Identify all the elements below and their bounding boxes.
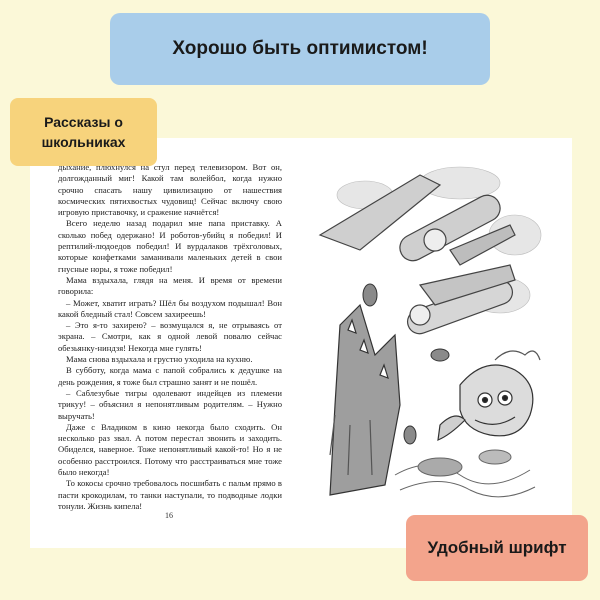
series-label: Рассказы о школьниках	[10, 98, 157, 166]
story-paragraph: Мама вздыхала, глядя на меня. И время от времени говорила:	[58, 274, 282, 297]
boy-character	[438, 351, 540, 440]
story-paragraph: – Саблезубые тигры одолевают индейцев из племени трикуу! – объяснил я непонятливым родителям. – Нужно выручать!	[58, 387, 282, 421]
story-paragraph: Мама снова вздыхала и грустно уходила на кухню.	[66, 354, 253, 365]
spaceship-2	[404, 265, 516, 337]
water-splash	[395, 450, 535, 497]
crocodile	[330, 305, 400, 495]
story-paragraph: То кокосы срочно требовалось посшибать с пальм прямо в пасти крокодилам, то танки наступали, то подводные лодки тонули. Жизнь кипела!	[58, 478, 282, 511]
story-paragraph: – Это я-то захирею? – возмущался я, не отрываясь от экрана. – Смотри, как я одной левой повалю сейчас обезьянку-ниндзя! Некогда мне гулять!	[58, 320, 282, 353]
story-paragraph: В субботу, когда мама с папой собрались к дедушке на день рождения, я тоже был страшно занят и не пошёл.	[58, 365, 282, 387]
story-text	[58, 162, 282, 512]
story-paragraph: Всего неделю назад подарил мне папа приставку. А сколько побед одержано! И роботов-убийц я победил! И рептилий-людоедов победил! И вурдалаков трёхголовых, которые конфетками заманивали маленьких детей в свои гнусные норы, я тоже победил!	[58, 218, 282, 274]
story-illustration	[300, 155, 550, 515]
story-paragraph: – Может, хватит играть? Шёл бы воздухом подышал! Вон какой бледный стал! Совсем захиреешь!	[58, 297, 282, 319]
story-paragraph: Даже с Владиком в кино некогда было сходить. Он несколько раз звал. А потом перестал звонить и заходить. Обиделся, наверное. Тоже непонятливый какой-то! Но я не особенно расстроился. Потому что расстраиваться мне тоже было некогда!	[58, 421, 282, 478]
title-banner	[110, 13, 490, 85]
feature-label: Удобный шрифт	[406, 515, 588, 581]
page-title: Хорошо быть оптимистом!	[172, 38, 428, 59]
page-number: 16	[165, 511, 173, 520]
story-paragraph: дыхание, плюхнулся на стул перед телевизором. Вот он, долгожданный миг! Какой там волейбол, когда нужно срочно спасать нашу цивилизацию от нашествия космических пятихвостых чудовищ! Сейчас включу свою игровую приставочку, и сражение начнётся!	[58, 162, 282, 218]
